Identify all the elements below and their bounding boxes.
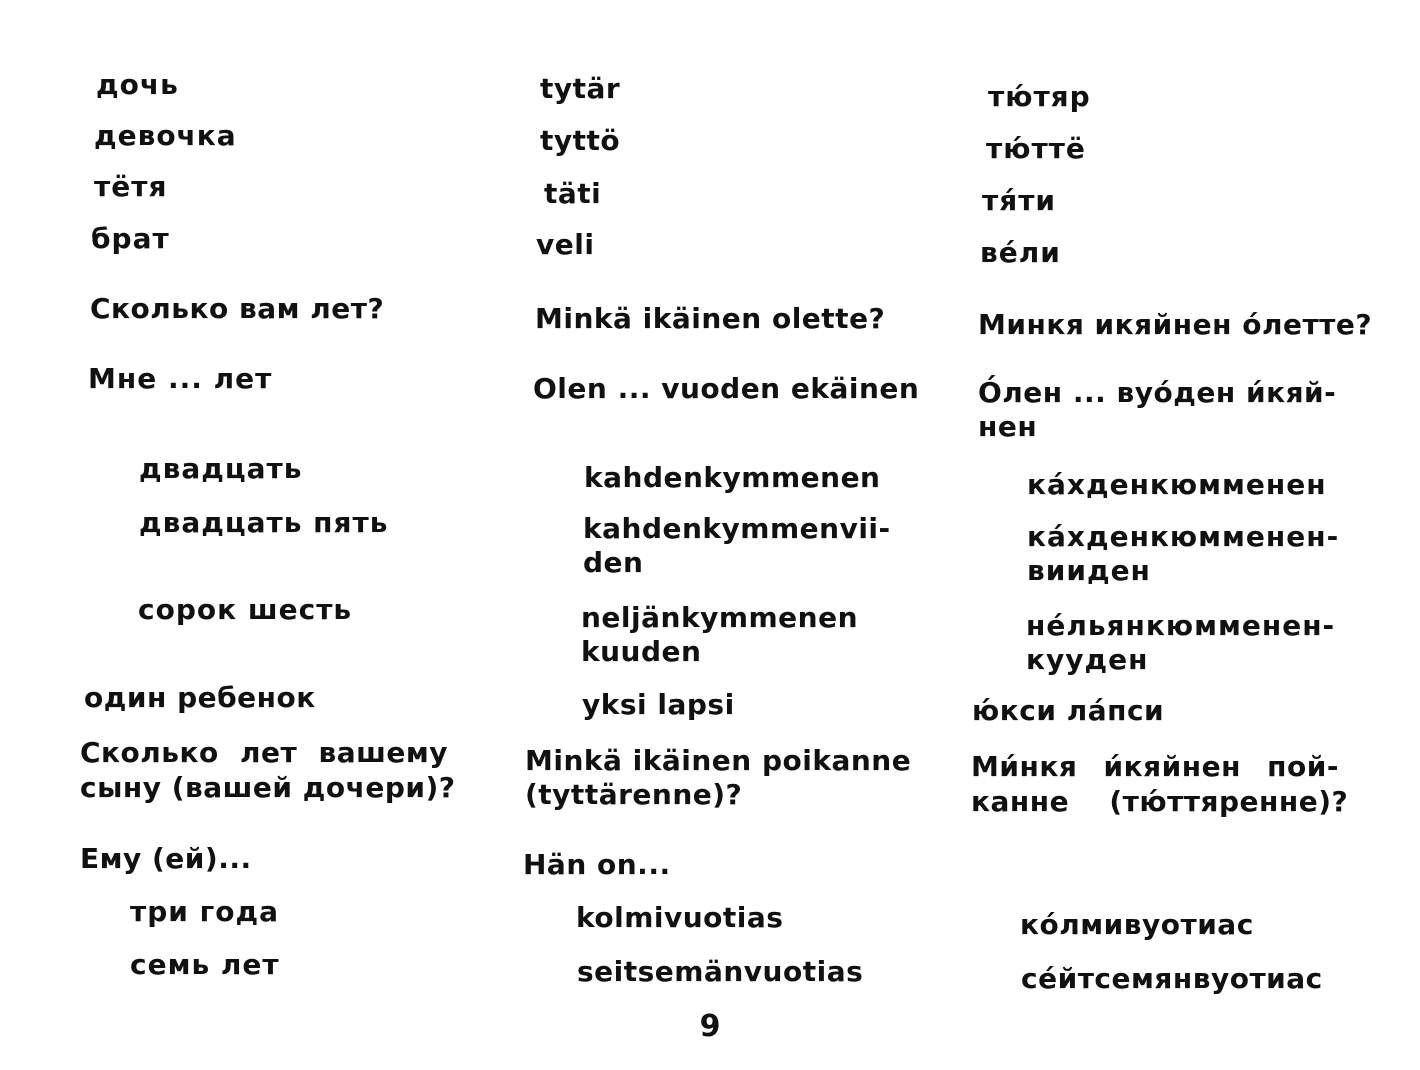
- russian-word-aunt: тётя: [94, 170, 168, 203]
- transcription-how-old: Минкя икяйнен о́летте?: [978, 308, 1373, 341]
- transcription-three-years: ко́лмивуотиас: [1020, 908, 1254, 941]
- russian-number-twenty-five: двадцать пять: [139, 506, 389, 539]
- finnish-phrase-one-child: yksi lapsi: [582, 688, 735, 721]
- transcription-girl: тю́ттё: [986, 132, 1086, 165]
- russian-phrase-three-years: три года: [130, 895, 280, 928]
- transcription-twenty-five: ка́хденкюмменен- вииден: [1027, 520, 1340, 587]
- finnish-word-brother: veli: [536, 228, 595, 261]
- transcription-one-child: ю́кси ла́пси: [972, 694, 1165, 727]
- finnish-number-twenty-five: kahdenkymmenvii- den: [583, 512, 891, 579]
- russian-number-forty-six: сорок шесть: [138, 593, 353, 626]
- finnish-phrase-he-she-is: Hän on...: [523, 848, 671, 881]
- russian-word-girl: девочка: [94, 119, 237, 152]
- finnish-phrase-how-old: Minkä ikäinen olette?: [535, 302, 886, 335]
- transcription-aunt: тя́ти: [982, 184, 1057, 217]
- finnish-number-twenty: kahdenkymmenen: [584, 461, 881, 494]
- transcription-twenty: ка́хденкюмменен: [1027, 468, 1327, 501]
- finnish-phrase-three-years: kolmivuotias: [576, 901, 784, 934]
- russian-word-daughter: дочь: [96, 68, 179, 101]
- transcription-seven-years: се́йтсемянвуотиас: [1021, 962, 1323, 995]
- transcription-child-age-line2: канне (тю́ттяренне)?: [971, 785, 1349, 818]
- finnish-phrase-i-am: Olen ... vuoden ekäinen: [533, 372, 920, 405]
- russian-phrase-seven-years: семь лет: [130, 948, 280, 981]
- russian-phrase-how-old: Сколько вам лет?: [90, 292, 385, 325]
- russian-phrase-he-she-is: Ему (ей)...: [80, 842, 252, 875]
- transcription-i-am: О́лен ... вуо́ден и́кяй- нен: [978, 376, 1337, 443]
- russian-phrase-i-am: Мне ... лет: [88, 362, 273, 395]
- russian-phrase-one-child: один ребенок: [84, 681, 316, 714]
- finnish-phrase-child-age: Minkä ikäinen poikanne (tyttärenne)?: [525, 744, 912, 811]
- finnish-word-daughter: tytär: [540, 72, 621, 105]
- russian-phrase-child-age-line1: Сколько лет вашему: [80, 736, 448, 769]
- russian-phrase-child-age-line2: сыну (вашей дочери)?: [80, 771, 456, 804]
- finnish-word-aunt: täti: [544, 177, 602, 210]
- transcription-daughter: тю́тяр: [988, 80, 1091, 113]
- transcription-brother: ве́ли: [980, 236, 1061, 269]
- russian-word-brother: брат: [91, 222, 170, 255]
- transcription-child-age-line1: Ми́нкя и́кяйнен пой-: [971, 750, 1339, 783]
- finnish-word-girl: tyttö: [540, 124, 621, 157]
- russian-number-twenty: двадцать: [139, 452, 303, 485]
- finnish-number-forty-six: neljänkymmenen kuuden: [581, 601, 859, 668]
- page-number: 9: [699, 1009, 721, 1044]
- finnish-phrase-seven-years: seitsemänvuotias: [577, 955, 864, 988]
- transcription-forty-six: не́льянкюмменен- кууден: [1026, 609, 1336, 676]
